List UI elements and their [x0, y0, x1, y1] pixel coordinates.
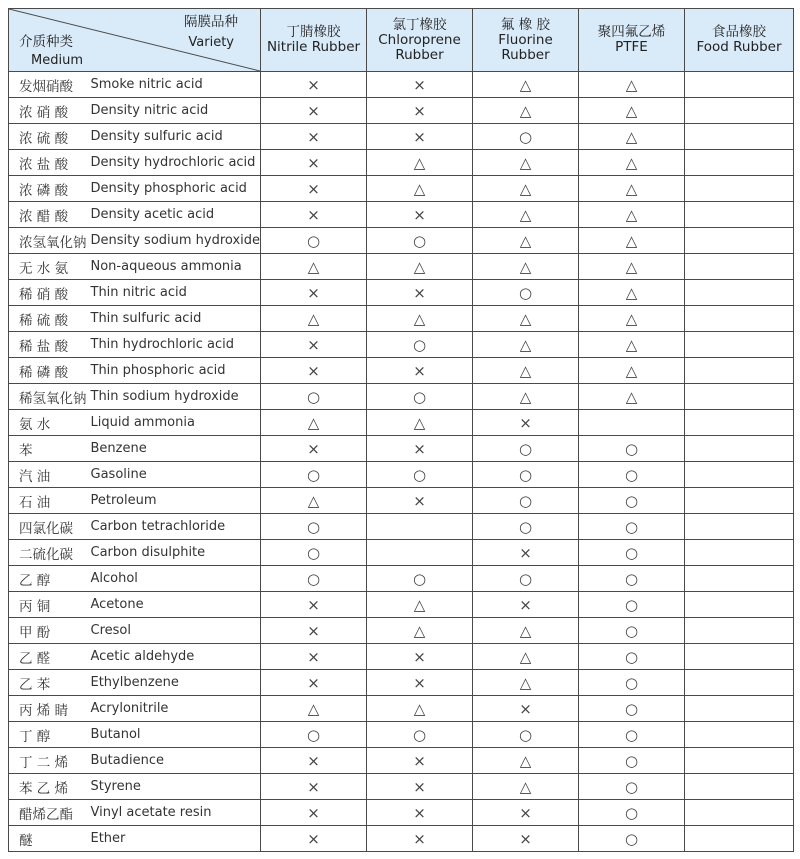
table-row: [9, 358, 794, 384]
rating-cell: ○: [579, 514, 685, 540]
medium-name-en: Carbon disulphite: [87, 540, 261, 566]
rating-cell: ○: [261, 384, 367, 410]
table-row: [9, 306, 794, 332]
rating-cell: [685, 176, 794, 202]
medium-name-en: Acrylonitrile: [87, 696, 261, 722]
rating-cell: △: [579, 306, 685, 332]
medium-name-en: Butanol: [87, 722, 261, 748]
rating-cell: ×: [261, 124, 367, 150]
rating-cell: △: [473, 254, 579, 280]
rating-cell: ○: [579, 488, 685, 514]
column-header-cn: 聚四氟乙烯: [597, 24, 666, 40]
rating-cell: ×: [367, 800, 473, 826]
medium-name-cn: 苯 乙 烯: [9, 774, 87, 800]
rating-cell: ×: [261, 644, 367, 670]
rating-cell: △: [473, 670, 579, 696]
rating-cell: ○: [579, 592, 685, 618]
table-row: [9, 228, 794, 254]
rating-cell: [685, 150, 794, 176]
table-body: [9, 72, 794, 852]
medium-name-cn: 浓 盐 酸: [9, 150, 87, 176]
rating-cell: ○: [579, 774, 685, 800]
rating-cell: △: [473, 384, 579, 410]
medium-name-en: Styrene: [87, 774, 261, 800]
diagonal-header-cell: [9, 9, 261, 72]
rating-cell: ○: [473, 462, 579, 488]
medium-name-en: Non-aqueous ammonia: [87, 254, 261, 280]
rating-cell: ×: [367, 436, 473, 462]
medium-name-en: Butadience: [87, 748, 261, 774]
medium-name-en: Cresol: [87, 618, 261, 644]
medium-name-cn: 丙 铜: [9, 592, 87, 618]
rating-cell: ○: [367, 332, 473, 358]
rating-cell: ○: [261, 462, 367, 488]
rating-cell: [685, 332, 794, 358]
rating-cell: ○: [579, 670, 685, 696]
rating-cell: △: [261, 254, 367, 280]
column-header-chloroprene: [367, 9, 473, 72]
variety-label-en: Variety: [188, 35, 234, 50]
table-row: [9, 384, 794, 410]
rating-cell: ×: [367, 670, 473, 696]
rating-cell: [685, 228, 794, 254]
medium-name-cn: 丁 醇: [9, 722, 87, 748]
rating-cell: [685, 696, 794, 722]
rating-cell: △: [473, 98, 579, 124]
column-header-ptfe: [579, 9, 685, 72]
rating-cell: △: [473, 306, 579, 332]
table-row: [9, 774, 794, 800]
rating-cell: ○: [473, 566, 579, 592]
rating-cell: △: [579, 72, 685, 98]
rating-cell: △: [473, 774, 579, 800]
rating-cell: [685, 384, 794, 410]
table-row: [9, 618, 794, 644]
table-row: [9, 254, 794, 280]
rating-cell: △: [473, 228, 579, 254]
medium-name-cn: 汽 油: [9, 462, 87, 488]
rating-cell: ×: [367, 488, 473, 514]
rating-cell: △: [579, 280, 685, 306]
rating-cell: [685, 826, 794, 852]
medium-name-en: Gasoline: [87, 462, 261, 488]
rating-cell: ×: [261, 800, 367, 826]
rating-cell: ○: [367, 228, 473, 254]
table-row: [9, 72, 794, 98]
table-row: [9, 124, 794, 150]
rating-cell: △: [473, 72, 579, 98]
column-header-nitrile: [261, 9, 367, 72]
medium-name-en: Ethylbenzene: [87, 670, 261, 696]
rating-cell: △: [367, 592, 473, 618]
rating-cell: △: [367, 150, 473, 176]
rating-cell: ×: [367, 358, 473, 384]
medium-name-en: Acetone: [87, 592, 261, 618]
rating-cell: △: [473, 202, 579, 228]
table-row: [9, 514, 794, 540]
table-row: [9, 332, 794, 358]
rating-cell: △: [579, 176, 685, 202]
column-header-cn: 食品橡胶: [712, 24, 766, 40]
rating-cell: ×: [367, 280, 473, 306]
medium-name-cn: 乙 醛: [9, 644, 87, 670]
table-row: [9, 800, 794, 826]
column-header-cn: 氯丁橡胶: [392, 16, 447, 33]
rating-cell: ○: [367, 722, 473, 748]
column-header-en: Fluorine: [498, 31, 553, 48]
rating-cell: △: [579, 384, 685, 410]
rating-cell: ×: [261, 280, 367, 306]
rating-cell: ○: [261, 540, 367, 566]
table-row: [9, 280, 794, 306]
medium-name-en: Density sodium hydroxide: [87, 228, 261, 254]
rating-cell: △: [261, 488, 367, 514]
table-row: [9, 748, 794, 774]
column-header-en: Nitrile Rubber: [266, 39, 361, 55]
medium-name-en: Density sulfuric acid: [87, 124, 261, 150]
rating-cell: [685, 592, 794, 618]
rating-cell: [685, 618, 794, 644]
medium-name-en: Thin phosphoric acid: [87, 358, 261, 384]
table-row: [9, 722, 794, 748]
rating-cell: [685, 72, 794, 98]
medium-name-cn: 稀 盐 酸: [9, 332, 87, 358]
variety-label-cn: 隔膜品种: [184, 14, 238, 30]
rating-cell: ○: [579, 436, 685, 462]
rating-cell: [685, 670, 794, 696]
rating-cell: [685, 436, 794, 462]
rating-cell: ×: [367, 202, 473, 228]
rating-cell: [685, 800, 794, 826]
medium-name-cn: 甲 酚: [9, 618, 87, 644]
table-row: [9, 696, 794, 722]
rating-cell: ○: [579, 748, 685, 774]
medium-name-cn: 二硫化碳: [9, 540, 87, 566]
medium-name-cn: 苯: [9, 436, 87, 462]
column-header-cn: 丁腈橡胶: [286, 24, 341, 40]
medium-name-cn: 乙 醇: [9, 566, 87, 592]
table-row: [9, 670, 794, 696]
table-row: [9, 436, 794, 462]
table-row: [9, 592, 794, 618]
rating-cell: ×: [261, 358, 367, 384]
rating-cell: ×: [367, 644, 473, 670]
rating-cell: ×: [367, 98, 473, 124]
table-row: [9, 566, 794, 592]
medium-name-cn: 发烟硝酸: [9, 72, 87, 98]
table-row: [9, 202, 794, 228]
medium-name-cn: 浓 磷 酸: [9, 176, 87, 202]
rating-cell: ×: [367, 826, 473, 852]
rating-cell: △: [579, 228, 685, 254]
rating-cell: ○: [261, 566, 367, 592]
rating-cell: △: [261, 696, 367, 722]
medium-name-en: Acetic aldehyde: [87, 644, 261, 670]
rating-cell: ○: [579, 722, 685, 748]
rating-cell: [685, 488, 794, 514]
medium-name-cn: 醋烯乙酯: [9, 800, 87, 826]
rating-cell: [685, 566, 794, 592]
rating-cell: △: [579, 98, 685, 124]
rating-cell: ○: [473, 722, 579, 748]
medium-name-cn: 氨 水: [9, 410, 87, 436]
medium-name-cn: 浓 硫 酸: [9, 124, 87, 150]
rating-cell: △: [579, 124, 685, 150]
rating-cell: △: [473, 358, 579, 384]
rating-cell: ○: [579, 618, 685, 644]
rating-cell: ×: [261, 774, 367, 800]
rating-cell: △: [579, 358, 685, 384]
rating-cell: ○: [579, 462, 685, 488]
rating-cell: ○: [579, 566, 685, 592]
medium-name-en: Thin sulfuric acid: [87, 306, 261, 332]
column-header-en2: Rubber: [395, 46, 444, 63]
medium-name-cn: 乙 苯: [9, 670, 87, 696]
medium-name-cn: 稀 磷 酸: [9, 358, 87, 384]
column-header-en2: Rubber: [501, 46, 550, 63]
rating-cell: ○: [579, 644, 685, 670]
table-row: [9, 488, 794, 514]
rating-cell: △: [473, 150, 579, 176]
rating-cell: △: [367, 306, 473, 332]
rating-cell: [685, 644, 794, 670]
medium-name-en: Thin hydrochloric acid: [87, 332, 261, 358]
rating-cell: ×: [261, 176, 367, 202]
rating-cell: ×: [261, 202, 367, 228]
rating-cell: [367, 540, 473, 566]
rating-cell: [685, 514, 794, 540]
rating-cell: [685, 124, 794, 150]
table-row: [9, 540, 794, 566]
rating-cell: ×: [473, 696, 579, 722]
rating-cell: ×: [367, 124, 473, 150]
medium-name-en: Smoke nitric acid: [87, 72, 261, 98]
rating-cell: ×: [261, 826, 367, 852]
rating-cell: ○: [579, 826, 685, 852]
medium-name-cn: 稀 硝 酸: [9, 280, 87, 306]
table-row: [9, 176, 794, 202]
rating-cell: ○: [473, 436, 579, 462]
medium-name-cn: 四氯化碳: [9, 514, 87, 540]
medium-name-en: Thin sodium hydroxide: [87, 384, 261, 410]
rating-cell: [685, 98, 794, 124]
rating-cell: ×: [261, 98, 367, 124]
rating-cell: △: [579, 332, 685, 358]
rating-cell: ○: [579, 696, 685, 722]
medium-name-en: Density hydrochloric acid: [87, 150, 261, 176]
column-header-fluorine: [473, 9, 579, 72]
medium-name-en: Vinyl acetate resin: [87, 800, 261, 826]
rating-cell: ×: [473, 410, 579, 436]
rating-cell: ×: [261, 72, 367, 98]
medium-name-en: Liquid ammonia: [87, 410, 261, 436]
rating-cell: ×: [261, 670, 367, 696]
rating-cell: △: [473, 644, 579, 670]
medium-name-en: Carbon tetrachloride: [87, 514, 261, 540]
medium-name-cn: 无 水 氨: [9, 254, 87, 280]
rating-cell: △: [579, 202, 685, 228]
rating-cell: ○: [261, 228, 367, 254]
rating-cell: [685, 722, 794, 748]
rating-cell: [685, 410, 794, 436]
rating-cell: △: [367, 176, 473, 202]
rating-cell: ×: [261, 150, 367, 176]
rating-cell: △: [367, 410, 473, 436]
rating-cell: ×: [261, 436, 367, 462]
rating-cell: [579, 410, 685, 436]
rating-cell: ○: [473, 514, 579, 540]
rating-cell: △: [473, 332, 579, 358]
rating-cell: △: [579, 150, 685, 176]
rating-cell: ○: [367, 462, 473, 488]
rating-cell: ○: [473, 280, 579, 306]
rating-cell: △: [261, 410, 367, 436]
medium-name-cn: 丙 烯 睛: [9, 696, 87, 722]
rating-cell: △: [473, 618, 579, 644]
column-header-en: Food Rubber: [696, 39, 782, 55]
medium-name-en: Density acetic acid: [87, 202, 261, 228]
rating-cell: [367, 514, 473, 540]
medium-name-en: Benzene: [87, 436, 261, 462]
rating-cell: ×: [367, 774, 473, 800]
rating-cell: [685, 748, 794, 774]
rating-cell: ○: [473, 488, 579, 514]
rating-cell: ○: [261, 722, 367, 748]
rating-cell: ×: [473, 540, 579, 566]
rating-cell: ×: [261, 618, 367, 644]
rating-cell: [685, 280, 794, 306]
table-row: [9, 826, 794, 852]
rating-cell: ○: [579, 800, 685, 826]
rating-cell: ○: [367, 384, 473, 410]
column-header-cn: 氟 橡 胶: [500, 16, 551, 33]
rating-cell: [685, 202, 794, 228]
rating-cell: ○: [367, 566, 473, 592]
table-row: [9, 98, 794, 124]
table-row: [9, 410, 794, 436]
table-row: [9, 150, 794, 176]
rating-cell: [685, 358, 794, 384]
column-header-food-rubber: [685, 9, 794, 72]
medium-name-cn: 浓氢氧化钠: [9, 228, 87, 254]
rating-cell: [685, 462, 794, 488]
rating-cell: ×: [473, 800, 579, 826]
medium-name-cn: 石 油: [9, 488, 87, 514]
rating-cell: △: [261, 306, 367, 332]
medium-name-en: Petroleum: [87, 488, 261, 514]
rating-cell: [685, 774, 794, 800]
rating-cell: [685, 540, 794, 566]
chemical-compatibility-table: [8, 8, 794, 852]
medium-label-cn: 介质种类: [19, 34, 73, 50]
column-header-en: PTFE: [615, 39, 648, 55]
rating-cell: ○: [473, 124, 579, 150]
medium-name-cn: 醚: [9, 826, 87, 852]
rating-cell: [685, 306, 794, 332]
medium-name-cn: 丁 二 烯: [9, 748, 87, 774]
medium-name-en: Density nitric acid: [87, 98, 261, 124]
rating-cell: △: [367, 696, 473, 722]
rating-cell: △: [473, 748, 579, 774]
medium-name-cn: 浓 醋 酸: [9, 202, 87, 228]
medium-label-en: Medium: [31, 53, 83, 68]
medium-name-en: Thin nitric acid: [87, 280, 261, 306]
rating-cell: △: [367, 618, 473, 644]
rating-cell: ×: [473, 592, 579, 618]
rating-cell: ○: [261, 514, 367, 540]
table-row: [9, 644, 794, 670]
medium-name-cn: 浓 硝 酸: [9, 98, 87, 124]
rating-cell: ×: [261, 748, 367, 774]
rating-cell: △: [473, 176, 579, 202]
medium-name-en: Ether: [87, 826, 261, 852]
rating-cell: ×: [367, 72, 473, 98]
rating-cell: ×: [261, 332, 367, 358]
table-row: [9, 462, 794, 488]
medium-name-en: Density phosphoric acid: [87, 176, 261, 202]
medium-name-cn: 稀氢氧化钠: [9, 384, 87, 410]
medium-name-en: Alcohol: [87, 566, 261, 592]
rating-cell: ×: [367, 748, 473, 774]
rating-cell: △: [579, 254, 685, 280]
rating-cell: △: [367, 254, 473, 280]
rating-cell: ○: [579, 540, 685, 566]
column-header-en: Chloroprene: [378, 31, 461, 48]
rating-cell: ×: [261, 592, 367, 618]
rating-cell: [685, 254, 794, 280]
medium-name-cn: 稀 硫 酸: [9, 306, 87, 332]
header-row: [9, 9, 794, 72]
rating-cell: ×: [473, 826, 579, 852]
